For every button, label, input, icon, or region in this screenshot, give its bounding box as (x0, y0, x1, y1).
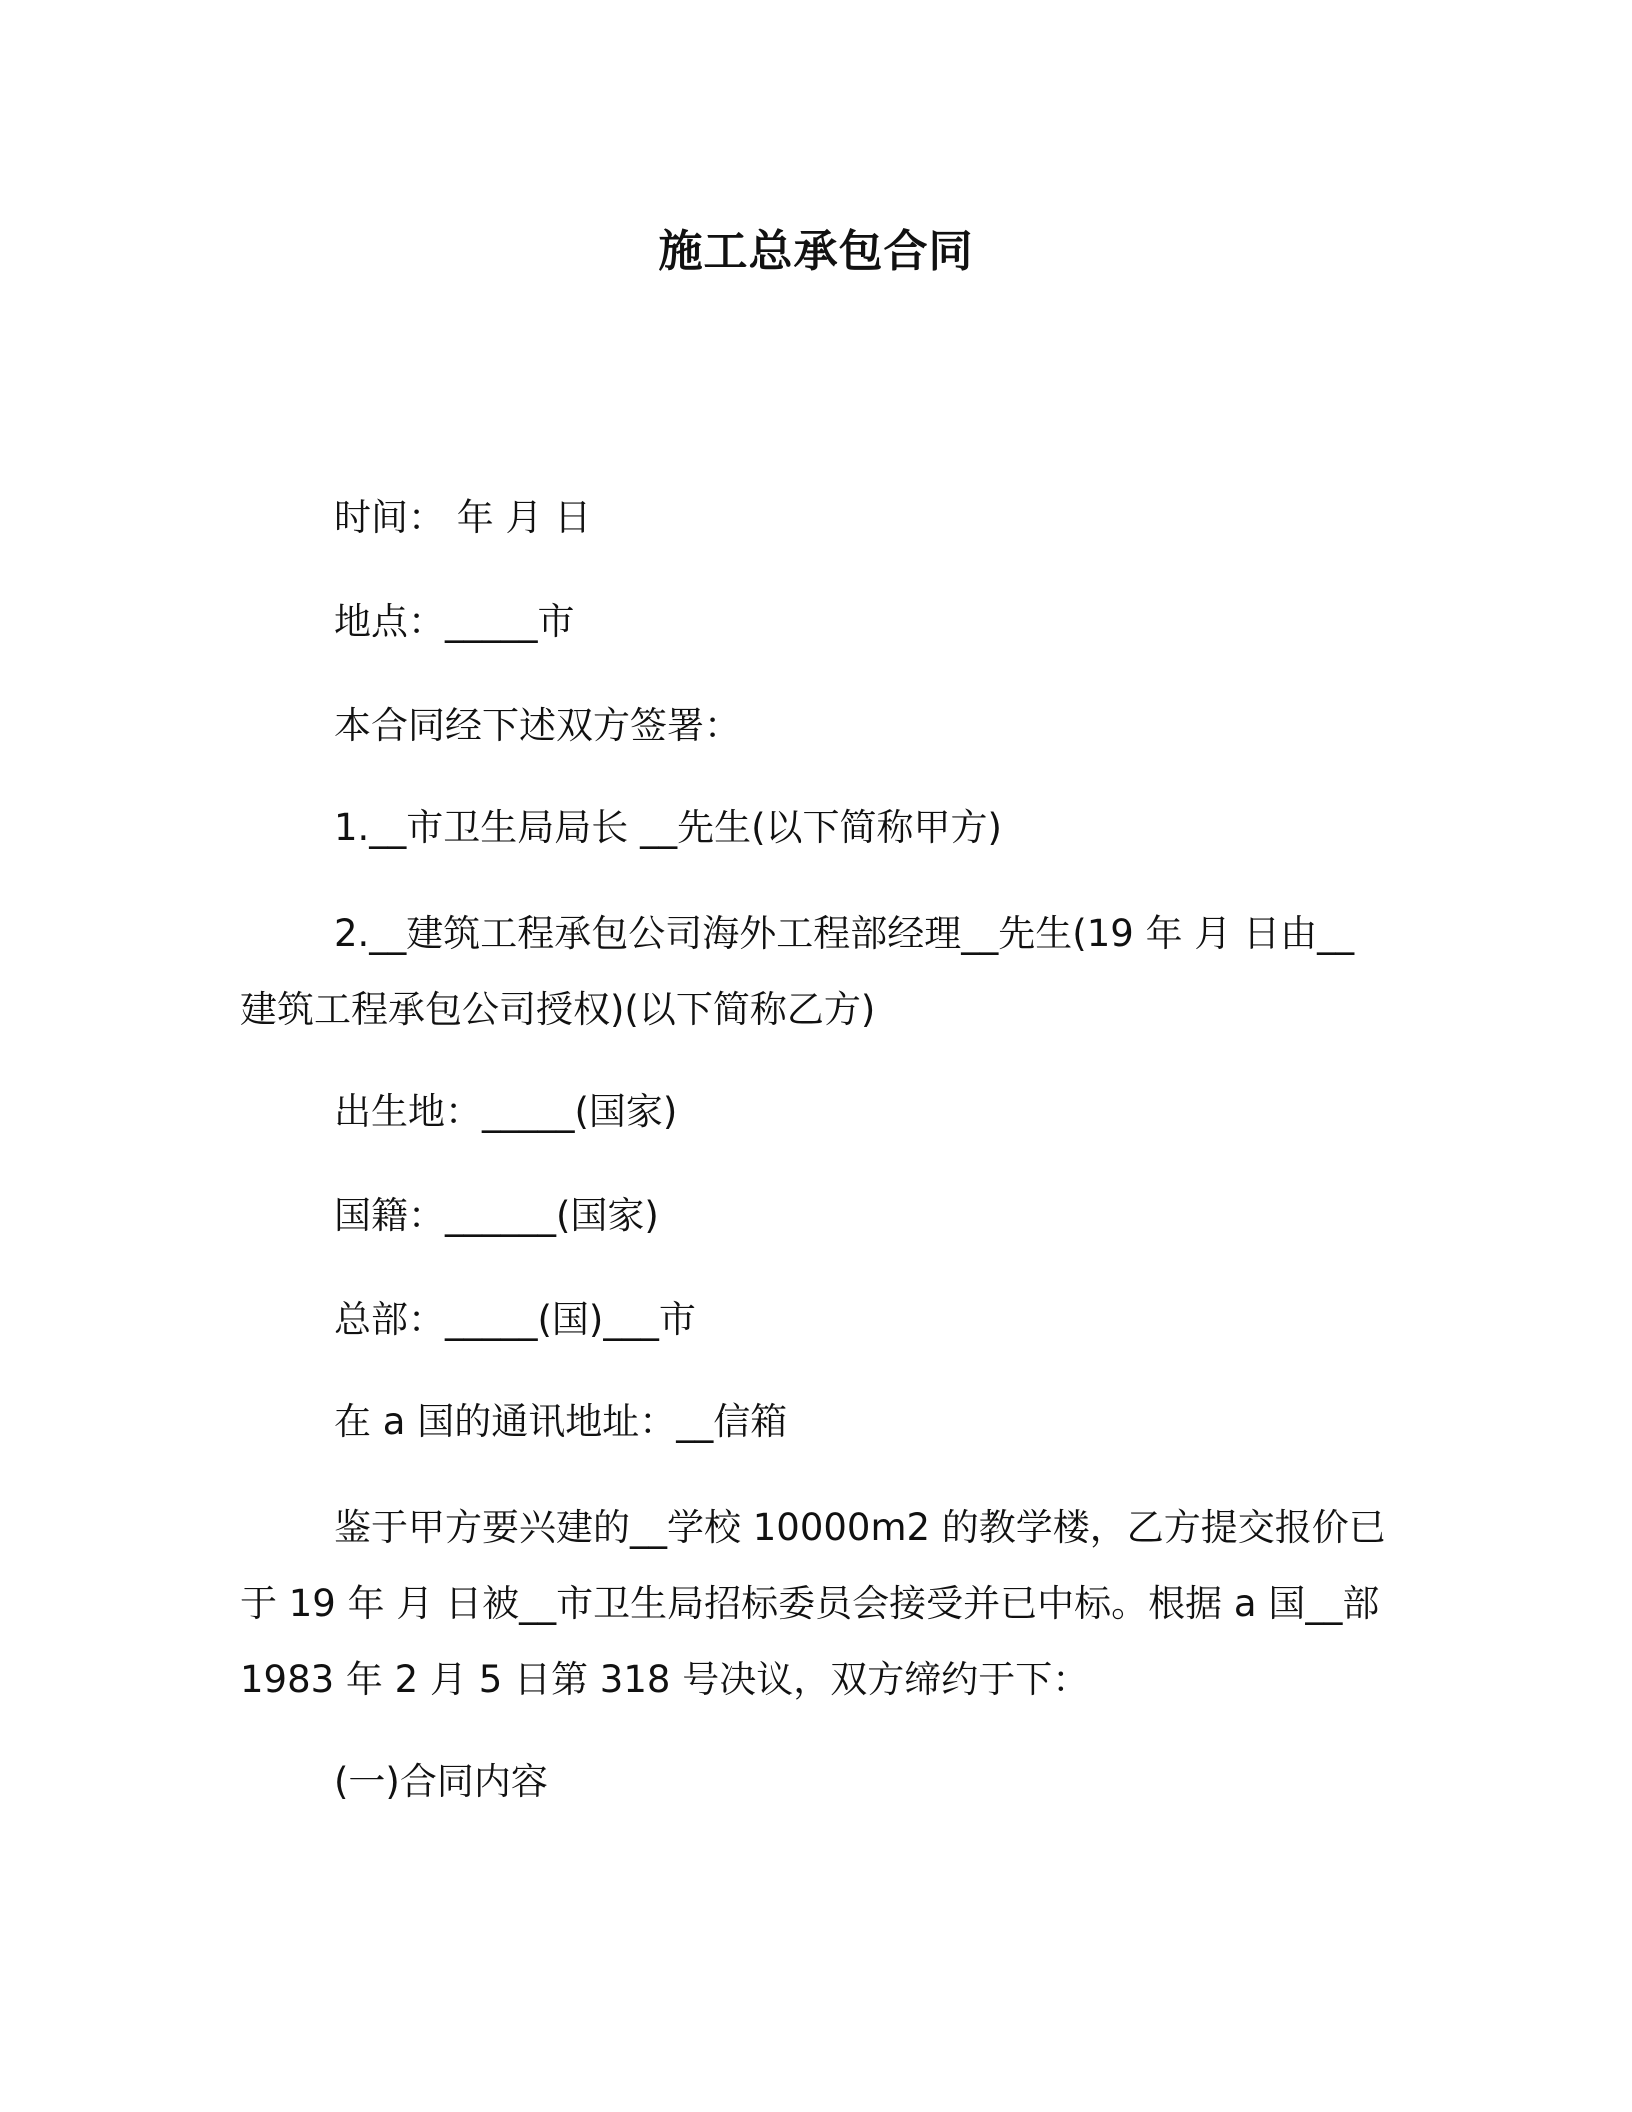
party-2-paragraph (240, 896, 1390, 1048)
headquarters-line: 总部：_____(国)___市 (334, 1298, 696, 1341)
recital-line-3: 1983 年 2 月 5 日第 318 号决议，双方缔约于下： (240, 1658, 1090, 1701)
section-heading: (一)合同内容 (334, 1760, 548, 1803)
party-1: 1.__市卫生局局长 __先生(以下简称甲方) (334, 806, 1002, 849)
nationality-line: 国籍：______(国家) (334, 1194, 659, 1237)
time-line: 时间： 年 月 日 (334, 496, 592, 539)
recital-line-1: 鉴于甲方要兴建的__学校 10000m2 的教学楼，乙方提交报价已 (334, 1506, 1386, 1549)
document-title: 施工总承包合同 (658, 226, 974, 277)
party-2-line-2: 建筑工程承包公司授权)(以下简称乙方) (240, 988, 876, 1031)
recital-paragraph (240, 1490, 1390, 1718)
signing-intro: 本合同经下述双方签署： (334, 704, 741, 747)
birthplace-line: 出生地：_____(国家) (334, 1090, 678, 1133)
place-line: 地点：_____市 (334, 600, 575, 643)
party-2-line-1: 2.__建筑工程承包公司海外工程部经理__先生(19 年 月 日由__ (334, 912, 1355, 955)
recital-line-2: 于 19 年 月 日被__市卫生局招标委员会接受并已中标。根据 a 国__部 (240, 1582, 1380, 1625)
address-line: 在 a 国的通讯地址：__信箱 (334, 1400, 788, 1443)
